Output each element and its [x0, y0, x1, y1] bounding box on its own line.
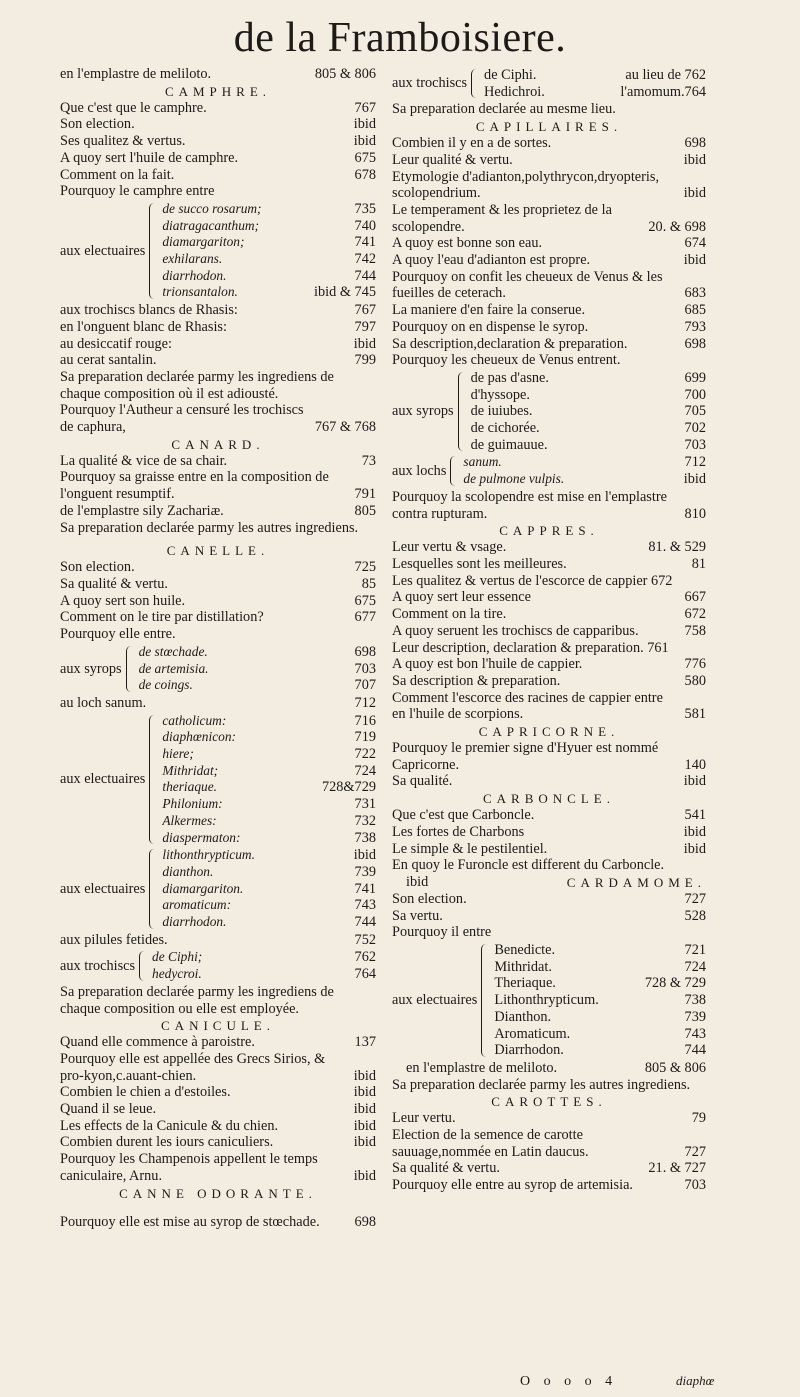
index-entry: Sa preparation declarée parmy les ingrediens de chaque composition ou elle est employée. — [60, 983, 334, 1017]
index-entry: Le simple & le pestilentiel. ibid — [392, 840, 706, 857]
index-entry: diamargariton; 741 — [162, 234, 376, 251]
entry-list — [60, 559, 376, 643]
index-entry: Combien il y en a de sortes. 698 — [392, 135, 706, 152]
index-entry: diaspermaton: 738 — [162, 829, 376, 846]
index-entry: de stœchade. 698 — [138, 643, 376, 660]
index-entry: Pourquoy le camphre entre — [60, 183, 215, 200]
entry-list — [392, 539, 706, 723]
index-entry: Leur vertu. 79 — [392, 1110, 706, 1127]
brace — [149, 849, 158, 929]
index-entry: Que c'est que le camphre. 767 — [60, 99, 376, 116]
index-entry: Sa qualité. ibid — [392, 773, 706, 790]
index-entry: diarrhodon. 744 — [162, 267, 376, 284]
index-entry: Sa qualité & vertu. 21. & 727 — [392, 1160, 706, 1177]
brace-group — [60, 847, 376, 931]
section-heading: CAMPHRE. — [164, 83, 272, 99]
index-entry: de Ciphi; 762 — [152, 949, 376, 966]
index-entry: A quoy est bonne son eau. 674 — [392, 235, 706, 252]
section-heading: CAPPRES. — [499, 523, 599, 539]
brace-group — [60, 201, 376, 301]
page-title: de la Framboisiere. — [233, 15, 567, 61]
index-entry: diarrhodon. 744 — [162, 914, 376, 931]
index-entry: Pourquoy les cheueux de Venus entrent. — [392, 352, 621, 369]
index-entry: au loch sanum. 712 — [60, 694, 376, 711]
group-label: aux lochs — [392, 462, 447, 479]
index-entry: aux pilules fetides. 752 — [60, 931, 376, 948]
index-entry: Sa qualité & vertu. 85 — [60, 575, 376, 592]
group-label: aux electuaires — [60, 242, 146, 259]
section-heading: CAPRICORNE. — [478, 724, 620, 740]
brace — [458, 372, 467, 452]
index-entry: en l'onguent blanc de Rhasis: 797 — [60, 318, 376, 335]
index-entry: Combien durent les iours caniculiers. ibid — [60, 1134, 376, 1151]
group-label: aux syrops — [392, 403, 454, 420]
index-entry: Sa preparation declarée parmy les autres ingrediens. — [392, 1076, 691, 1093]
brace — [450, 456, 459, 485]
brace — [471, 69, 480, 98]
entry-list — [60, 1034, 376, 1184]
index-entry: Sa description & preparation. 580 — [392, 672, 706, 689]
entry-list — [392, 891, 706, 941]
index-entry: Son election. 725 — [60, 559, 376, 576]
section-heading: CARBONCLE. — [483, 791, 615, 807]
index-entry: Sa preparation declarée au mesme lieu. — [392, 101, 616, 118]
index-entry: Election de la semence de carotte sauuage,nommée en Latin daucus. 727 — [392, 1127, 706, 1160]
entry-list — [392, 1110, 706, 1194]
index-entry: Hedichroi. l'amomum.764 — [484, 83, 706, 100]
section-heading: CANARD. — [171, 436, 265, 452]
brace-group — [392, 370, 706, 454]
index-entry: Pourquoy la scolopendre est mise en l'emplastre contra rupturam. 810 — [392, 488, 706, 522]
section-heading: CAPILLAIRES. — [475, 119, 623, 135]
index-entry: en l'emplastre de meliloto. 805 & 806 — [60, 66, 376, 82]
index-entry: Lithonthrypticum. 738 — [494, 992, 706, 1009]
index-entry: hiere; 722 — [162, 746, 376, 763]
index-entry: Sa preparation declarée parmy les ingrediens de chaque composition où il est adiousté. — [60, 368, 334, 402]
index-entry: de succo rosarum; 735 — [162, 200, 376, 217]
group-label: aux trochiscs — [392, 75, 468, 92]
index-entry: Pourquoy elle entre. — [60, 626, 176, 643]
index-entry: A quoy seruent les trochiscs de capparibus. 758 — [392, 622, 706, 639]
index-entry: Theriaque. 728 & 729 — [494, 975, 706, 992]
index-entry: Comment on la tire. 672 — [392, 606, 706, 623]
index-entry: Que c'est que Carboncle. 541 — [392, 807, 706, 824]
index-entry: de Ciphi. au lieu de 762 — [484, 67, 706, 83]
brace-group — [392, 67, 706, 100]
index-entry: Pourquoy on confit les cheueux de Venus & les fueilles de ceterach. 683 — [392, 268, 706, 302]
right-column — [392, 66, 706, 1194]
brace — [149, 203, 158, 299]
group-items — [463, 454, 706, 487]
entry-list — [60, 100, 376, 200]
section-heading: CANELLE. — [166, 543, 270, 559]
group-items — [152, 949, 376, 982]
index-entry: Aromaticum. 743 — [494, 1025, 706, 1042]
brace-group — [60, 713, 376, 847]
index-entry: Sa preparation declarée parmy les autres ingrediens. — [60, 519, 359, 536]
index-entry: A quoy sert leur essence 667 — [392, 589, 706, 606]
index-entry: de cichorée. 702 — [470, 420, 706, 437]
brace-group — [60, 644, 376, 694]
index-entry: Pourquoy les Champenois appellent le temps caniculaire, Arnu. ibid — [60, 1151, 376, 1184]
index-entry: En quoy le Furoncle est different du Carboncle. — [392, 857, 665, 874]
index-entry: diamargariton. 741 — [162, 880, 376, 897]
index-entry: exhilarans. 742 — [162, 251, 376, 268]
index-entry: theriaque. 728&729 — [162, 779, 376, 796]
index-entry: A quoy sert l'huile de camphre. 675 — [60, 149, 376, 166]
entry-list — [60, 453, 376, 520]
index-entry: Etymologie d'adianton,polythrycon,dryopteris, scolopendrium. ibid — [392, 168, 706, 202]
index-entry: Pourquoy elle entre au syrop de artemisia. 703 — [392, 1177, 706, 1194]
index-entry: en l'emplastre de meliloto. 805 & 806 — [406, 1059, 706, 1076]
entry-list — [60, 302, 376, 369]
section-heading: CANNE ODORANTE. — [119, 1185, 317, 1201]
group-items — [139, 644, 376, 694]
index-entry: Les qualitez & vertus de l'escorce de cappier 672 — [392, 572, 673, 589]
index-entry: de pas d'asne. 699 — [470, 369, 706, 386]
index-entry: Comment on la fait. 678 — [60, 166, 376, 183]
index-entry: au desiccatif rouge: ibid — [60, 335, 376, 352]
index-entry: Diarrhodon. 744 — [494, 1042, 706, 1059]
index-entry: Pourquoy le premier signe d'Hyuer est nommé Capricorne. 140 — [392, 740, 706, 773]
index-entry: de pulmone vulpis. ibid — [463, 471, 706, 488]
group-label: aux electuaires — [60, 771, 146, 788]
section-heading: CAROTTES. — [491, 1094, 607, 1110]
brace — [126, 646, 135, 692]
index-entry: A quoy sert son huile. 675 — [60, 592, 376, 609]
index-entry: de iuiubes. 705 — [470, 403, 706, 420]
index-entry: A quoy est bon l'huile de cappier. 776 — [392, 656, 706, 673]
group-items — [162, 847, 376, 931]
index-entry: Mithridat; 724 — [162, 762, 376, 779]
index-entry: de coings. 707 — [138, 677, 376, 694]
group-items — [162, 713, 376, 847]
signature-mark: O o o o 4 — [520, 1374, 618, 1389]
group-label: aux electuaires — [60, 880, 146, 897]
index-entry: diatragacanthum; 740 — [162, 217, 376, 234]
index-entry: Dianthon. 739 — [494, 1008, 706, 1025]
index-entry: A quoy l'eau d'adianton est propre. ibid — [392, 252, 706, 269]
group-label: aux trochiscs — [60, 957, 136, 974]
entry-list — [392, 807, 706, 874]
index-entry: Combien le chien a d'estoiles. ibid — [60, 1084, 376, 1101]
index-entry: Leur qualité & vertu. ibid — [392, 151, 706, 168]
index-entry: Pourquoy elle est appellée des Grecs Sirios, & pro-kyon,c.auant-chien. ibid — [60, 1050, 376, 1084]
index-entry: Alkermes: 732 — [162, 812, 376, 829]
index-entry: Pourquoy sa graisse entre en la composition de l'onguent resumptif. 791 — [60, 469, 376, 503]
index-entry: de artemisia. 703 — [138, 660, 376, 677]
index-entry: dianthon. 739 — [162, 863, 376, 880]
index-entry: Les effects de la Canicule & du chien. ibid — [60, 1117, 376, 1134]
index-entry: Lesquelles sont les meilleures. 81 — [392, 555, 706, 572]
index-entry: La maniere d'en faire la conserue. 685 — [392, 302, 706, 319]
index-entry: Pourquoy on en dispense le syrop. 793 — [392, 318, 706, 335]
index-entry: La qualité & vice de sa chair. 73 — [60, 452, 376, 469]
index-entry: au cerat santalin. 799 — [60, 352, 376, 369]
index-entry: Son election. 727 — [392, 890, 706, 907]
index-entry: Pourquoy elle est mise au syrop de stœchade. 698 — [60, 1213, 376, 1230]
index-entry: aux trochiscs blancs de Rhasis: 767 — [60, 302, 376, 319]
group-items — [494, 942, 706, 1059]
group-label: aux syrops — [60, 660, 122, 677]
index-entry: catholicum: 716 — [162, 712, 376, 729]
index-entry: Comment l'escorce des racines de cappier entre en l'huile de scorpions. 581 — [392, 689, 706, 723]
index-entry: Philonium: 731 — [162, 796, 376, 813]
index-entry: de guimauue. 703 — [470, 436, 706, 453]
group-items — [162, 201, 376, 301]
catchword: diaphœ — [676, 1373, 715, 1388]
index-entry: Les fortes de Charbons ibid — [392, 823, 706, 840]
index-entry: Pourquoy l'Autheur a censuré les trochiscs de caphura, 767 & 768 — [60, 402, 376, 436]
index-entry: Son election. ibid — [60, 116, 376, 133]
index-entry: Sa description,declaration & preparation. 698 — [392, 335, 706, 352]
brace-group — [392, 942, 706, 1059]
entry-list — [392, 135, 706, 369]
index-entry: Pourquoy il entre — [392, 924, 492, 941]
entry-list — [392, 740, 706, 790]
index-entry: ibid CARDAMOME. — [406, 873, 706, 890]
brace — [481, 944, 490, 1057]
index-entry: Leur vertu & vsage. 81. & 529 — [392, 539, 706, 556]
index-entry: diaphœnicon: 719 — [162, 729, 376, 746]
index-entry: Quand il se leue. ibid — [60, 1101, 376, 1118]
index-entry: Quand elle commence à paroistre. 137 — [60, 1034, 376, 1051]
brace-group — [60, 949, 376, 982]
index-entry: d'hyssope. 700 — [470, 386, 706, 403]
index-entry: trionsantalon. ibid & 745 — [162, 284, 376, 301]
section-heading: CANICULE. — [161, 1018, 275, 1034]
index-entry: de l'emplastre sily Zachariæ. 805 — [60, 502, 376, 519]
index-entry: Ses qualitez & vertus. ibid — [60, 133, 376, 150]
index-entry: Mithridat. 724 — [494, 958, 706, 975]
brace — [139, 951, 148, 980]
left-column — [60, 66, 376, 1230]
index-entry: aromaticum: 743 — [162, 897, 376, 914]
index-entry: Comment on le tire par distillation? 677 — [60, 609, 376, 626]
brace — [149, 715, 158, 845]
index-entry: Le temperament & les proprietez de la scolopendre. 20. & 698 — [392, 201, 706, 235]
index-entry: Benedicte. 721 — [494, 942, 706, 959]
brace-group — [392, 454, 706, 487]
index-entry: sanum. 712 — [463, 454, 706, 471]
index-entry: hedycroi. 764 — [152, 966, 376, 983]
group-label: aux electuaires — [392, 992, 478, 1009]
index-entry: Leur description, declaration & preparation. 761 — [392, 639, 669, 656]
group-items — [471, 370, 706, 454]
group-items — [484, 67, 706, 100]
index-entry: lithonthrypticum. ibid — [162, 847, 376, 864]
index-entry: Sa vertu. 528 — [392, 907, 706, 924]
